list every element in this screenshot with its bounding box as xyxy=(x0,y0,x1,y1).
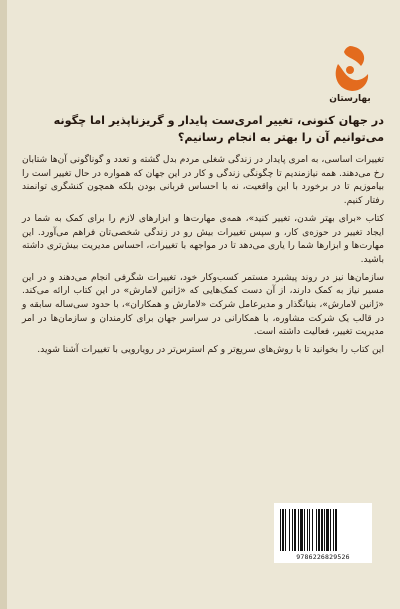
blurb-paragraph: سازمان‌ها نیز در روند پیشبرد مستمر کسب‌وکار خود، تغییرات شگرفی انجام می‌دهند و در این مسیر نیاز به کمک دارند، از آن دست کمک‌هایی که «ژانین لامارش» در این کتاب ارائه می‌کند. «ژانین لامارش»، بنیانگذار و مدیرعامل شرکت «لامارش و همکاران»، با حدود سی‌ساله سابقه و در قالب یک شرکت مشاوره، با همکارانی در سراسر جهان برای کارمندان و سازمان‌ها در امر مدیریت تغییر، فعالیت داشته است. xyxy=(22,272,384,338)
publisher-name: بهارستان xyxy=(329,94,371,104)
spine-edge xyxy=(0,0,7,609)
blurb xyxy=(22,154,384,362)
isbn-barcode xyxy=(274,503,372,563)
blurb-paragraph: تغییرات اساسی، به امری پایدار در زندگی شغلی مردم بدل گشته و تعدد و گوناگونی آن‌ها شتابان رخ می‌دهند. همه نیازمندیم تا چگونگی زندگی و کار در این جهان که همواره در حال تغییر است را بیاموزیم تا در برخورد با این واقعیت، نه با احساس قربانی بودن بلکه همچون کنشگری توانمند رفتار کنیم. xyxy=(22,155,384,207)
publisher-logo-icon xyxy=(328,44,372,94)
blurb-paragraph: این کتاب را بخوانید تا با روش‌های سریع‌تر و کم استرس‌تر در رویارویی با تغییرات آشنا شوید. xyxy=(37,345,384,356)
barcode-bars-icon xyxy=(279,509,367,551)
headline: در جهان کنونی، تغییر امری‌ست پایدار و گریزناپذیر اما چگونه می‌توانیم آن را بهتر به انجام رسانیم؟ xyxy=(53,114,384,144)
blurb-paragraph: کتاب «برای بهتر شدن، تغییر کنید»، همه‌ی مهارت‌ها و ابزارهای لازم را برای کمک به شما در ایجاد تغییر در حوزه‌ی کار، و سپس تغییرات بیش رو در زندگی شخصی‌تان فراهم می‌آورد. این مهارت‌ها و ابزارها شما را یاری می‌دهد تا در مواجهه با تغییرات، احساس مدیریت بیش‌تری داشته باشید. xyxy=(22,213,384,265)
barcode-number: 9786226829526 xyxy=(296,553,350,561)
